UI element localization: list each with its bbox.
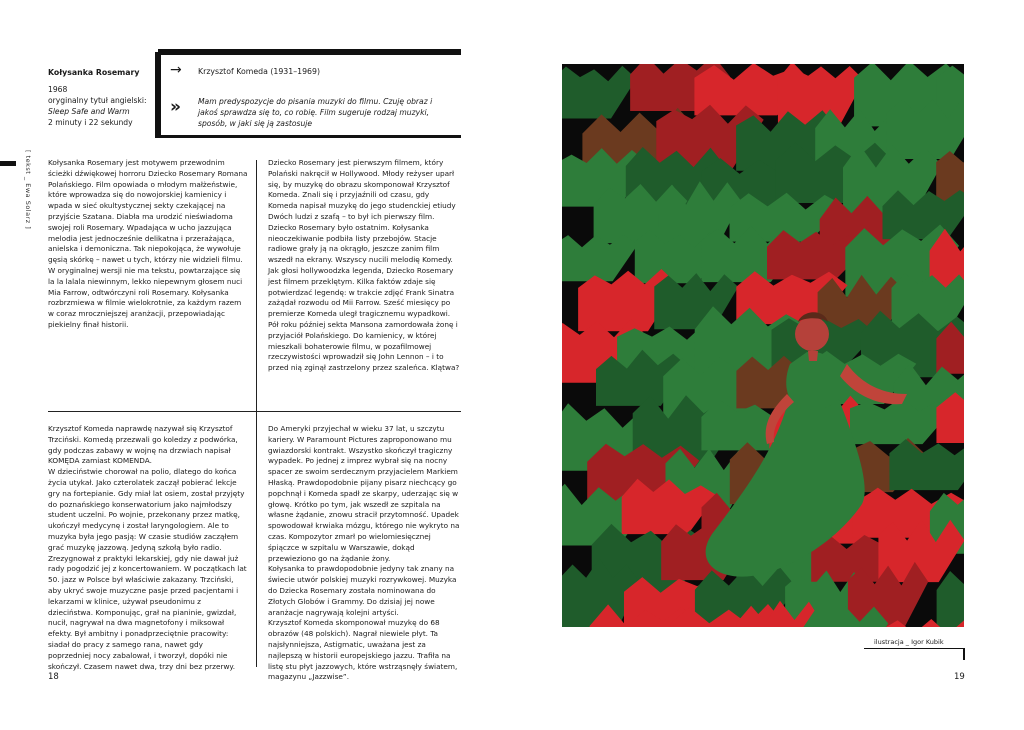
composer-name: Krzysztof Komeda (1931–1969) bbox=[198, 67, 320, 76]
author-side-label: [ tekst _ Ewa Solarz ] bbox=[24, 150, 32, 230]
header-rule-top bbox=[158, 49, 461, 55]
paragraph: Krzysztof Komeda naprawdę nazywał się Krzysztof Trzciński. Komedą przezwali go koledzy z podwórka, gdy podczas zabawy w wojnę na drzwiach napisał KOMĘDA zamiast KOMENDA. bbox=[48, 424, 238, 466]
page-number-right: 19 bbox=[954, 672, 965, 682]
section-divider bbox=[48, 411, 461, 412]
composer-quote: Mam predyspozycje do pisania muzyki do filmu. Czuję obraz i jakoś sprawdza się to, co robię. Film sugeruje rodzaj muzyki, sposób, w jaki się ją zastosuje bbox=[198, 97, 433, 128]
illustration bbox=[562, 64, 964, 627]
song-title: Kołysanka Rosemary bbox=[48, 68, 140, 77]
paragraph: Kołysanka Rosemary jest motywem przewodnim ścieżki dźwiękowej horroru Dziecko Rosemary Romana Polańskiego. Film opowiada o młodym małżeństwie, które wprowadza się do nowojorskiej kamienicy i wpada w sieć okultystycznej sekty czekającej na przyjście Szatana. Diabła ma urodzić nieświadoma swojej roli Rosemary. Wpadająca w ucho jazzująca melodia jest jednocześnie delikatna i przerażająca, anielska i demoniczna. Tak niepokojąca, że wywołuje gęsią skórkę – nawet u tych, którzy nie widzieli filmu. W oryginalnej wersji nie ma tekstu, powtarzające się la la lalala niewinnym, lekko niepewnym głosem nuci Mia Farrow, odtwórczyni roli Rosemary. Kołysanka rozbrzmiewa w filmie wielokrotnie, za każdym razem w coraz mroczniejszej aranżacji, przepowiadając piekielny finał historii. bbox=[48, 158, 248, 329]
article-column-2 bbox=[268, 158, 461, 374]
paragraph: Krzysztof Komeda skomponował muzykę do 68 obrazów (48 polskich). Nagrał niewiele płyt. Ta najsłynniejsza, Astigmatic, uważana jest za najlepszą w historii europejskiego jazzu. Trafiła na listę stu płyt jazzowych, które wstrząsnęły światem, magazynu „Jazzwise”. bbox=[268, 618, 458, 682]
double-chevron-icon: » bbox=[170, 97, 181, 117]
song-year: 1968 bbox=[48, 85, 68, 94]
orig-title-label: oryginalny tytuł angielski: bbox=[48, 96, 147, 105]
credit-tick bbox=[963, 648, 965, 660]
column-divider-top bbox=[256, 160, 257, 413]
header-rule-bottom bbox=[158, 135, 461, 138]
orig-title: Sleep Safe and Warm bbox=[48, 107, 130, 116]
article-column-3 bbox=[48, 424, 248, 672]
page-number-left: 18 bbox=[48, 672, 59, 682]
credit-rule bbox=[864, 648, 964, 649]
song-info bbox=[48, 67, 158, 128]
paragraph: W dzieciństwie chorował na polio, dlatego do końca życia utykał. Jako czterolatek zaczął pobierać lekcje gry na fortepianie. Gdy miał lat osiem, został przyjęty do poznańskiego konserwatorium jako najmłodszy student uczelni. Po wojnie, przekonany przez matkę, ukończył medycynę i został laryngologiem. Ale to muzyka była jego pasją: W czasie studiów zacząłem grać muzykę jazzową. Jedyną szkołą było radio. Zrezygnował z praktyki lekarskiej, gdy nie dawał już rady pogodzić jej z koncertowaniem. W początkach lat 50. jazz w Polsce był właściwie zakazany. Trzciński, aby ukryć swoje muzyczne pasje przed pacjentami i lekarzami w klinice, używał pseudonimu z dzieciństwa. Komponując, grał na pianinie, gwizdał, nucił, nagrywał na dwa magnetofony i miksował efekty. Był ambitny i ponadprzeciętnie pracowity: siadał do pracy z samego rana, nawet gdy poprzedniej nocy zabalował, i tworzył, dopóki nie skończył. Czasem nawet dwa, trzy dni bez przerwy. bbox=[48, 467, 247, 671]
arrow-right-icon: → bbox=[170, 62, 182, 78]
column-divider-bottom bbox=[256, 412, 257, 667]
article-column-1 bbox=[48, 158, 248, 331]
side-marker bbox=[0, 161, 16, 166]
paragraph: Do Ameryki przyjechał w wieku 37 lat, u szczytu kariery. W Paramount Pictures zaproponowano mu gwiazdorski kontrakt. Wszystko skończył tragiczny wypadek. Po jednej z imprez wybrał się na nocny spacer ze swoim serdecznym przyjacielem Markiem Hłaską. Prawdopodobnie pijany pisarz niechcący go popchnął i Komeda spadł ze skarpy, uderzając się w głowę. Krótko po tym, jak wszedł ze szpitala na własne żądanie, znowu stracił przytomność. Upadek spowodował krwiaka mózgu, którego nie wykryto na czas. Kompozytor zmarł po wielomiesięcznej śpiączce w szpitalu w Warszawie, dokąd przewieziono go na żądanie żony. bbox=[268, 424, 460, 563]
paragraph: Dziecko Rosemary jest pierwszym filmem, który Polański nakręcił w Hollywood. Młody reżyser uparł się, by muzykę do obrazu skomponował Krzysztof Komeda. Znali się i przyjaźnili od czasu, gdy Komeda napisał muzykę do jego studenckiej etiudy Dwóch ludzi z szafą – to był ich pierwszy film. Dziecko Rosemary było ostatnim. Kołysanka nieoczekiwanie podbiła listy przebojów. Stacje radiowe grały ją na okrągło, jeszcze zanim film wszedł na ekrany. Wszyscy nucili melodię Komedy. Jak głosi hollywoodzka legenda, Dziecko Rosemary jest filmem przeklętym. Kilka faktów zdaje się potwierdzać legendę: w trakcie zdjęć Frank Sinatra zażądał rozwodu od Mii Farrow. Sześć miesięcy po premierze Komeda uległ tragicznemu wypadkowi. Pół roku później sekta Mansona zamordowała żonę i przyjaciół Polańskiego. Do kamienicy, w której mieszkali bohaterowie filmu, w pozafilmowej rzeczywistości wprowadził się John Lennon – i to przed nią zginął zastrzelony przez szaleńca. Klątwa? bbox=[268, 158, 460, 373]
song-duration: 2 minuty i 22 sekundy bbox=[48, 118, 133, 127]
paragraph: Kołysanka to prawdopodobnie jedyny tak znany na świecie utwór polskiej muzyki rozrywkowej. Muzyka do Dziecka Rosemary została nominowana do Złotych Globów i Grammy. Do dzisiaj jej nowe aranżacje nagrywają kolejni artyści. bbox=[268, 564, 457, 617]
leaf-shape bbox=[883, 190, 965, 239]
illustration-credit: ilustracja _ Igor Kubik bbox=[874, 638, 944, 646]
article-column-4 bbox=[268, 424, 461, 683]
